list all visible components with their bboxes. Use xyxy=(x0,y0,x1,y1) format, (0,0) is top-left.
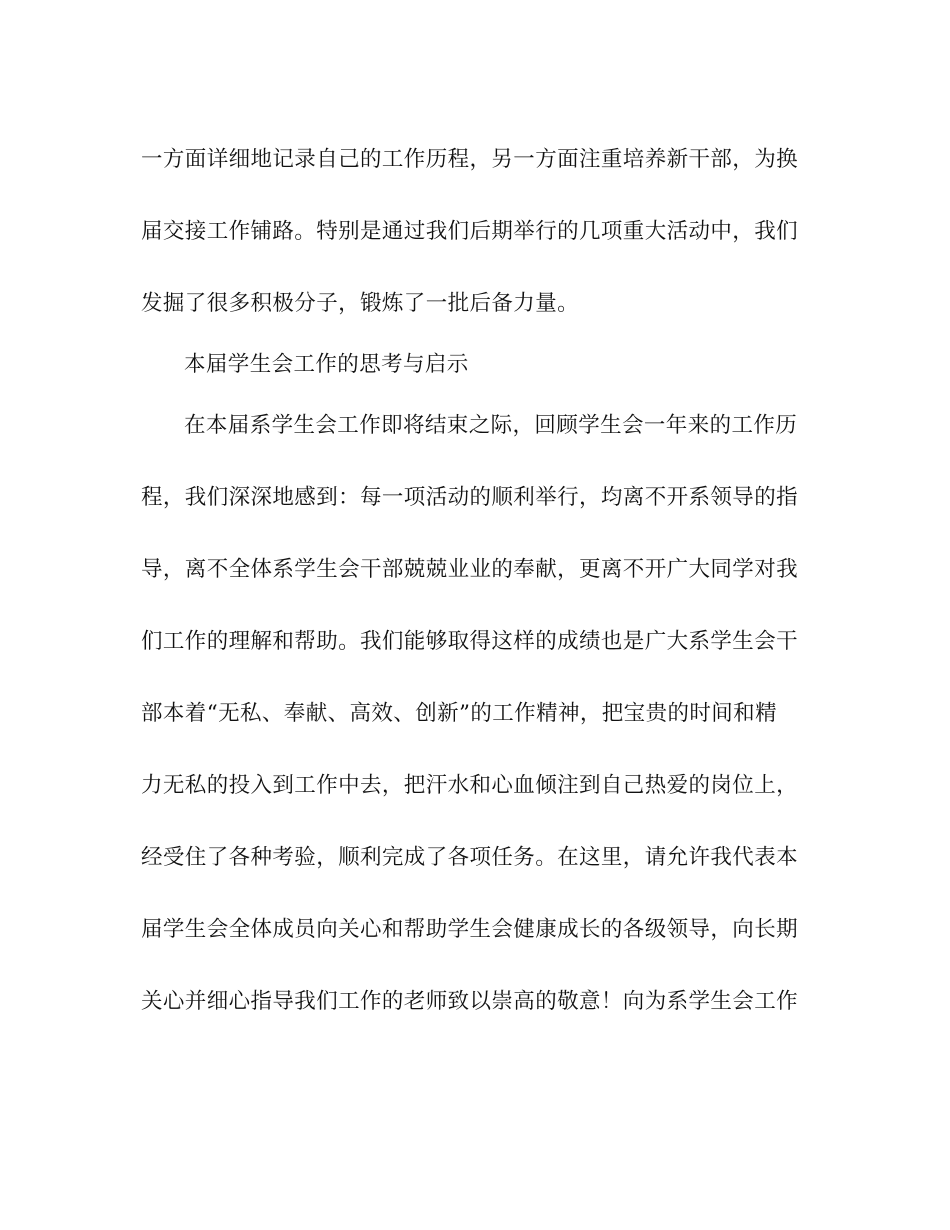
text-line-10: 力无私的投入到工作中去，把汗水和心血倾注到自己热爱的岗位上， xyxy=(141,773,799,798)
text-line-6: 程，我们深深地感到：每一项活动的顺利举行，均离不开系领导的指 xyxy=(141,485,799,510)
text-line-3: 发掘了很多积极分子，锻炼了一批后备力量。 xyxy=(141,291,580,316)
section-heading: 本届学生会工作的思考与启示 xyxy=(184,352,469,377)
text-line-5: 在本届系学生会工作即将结束之际，回顾学生会一年来的工作历 xyxy=(184,413,798,438)
text-line-1: 一方面详细地记录自己的工作历程，另一方面注重培养新干部，为换 xyxy=(141,147,799,172)
text-line-12: 届学生会全体成员向关心和帮助学生会健康成长的各级领导，向长期 xyxy=(141,917,799,942)
text-line-2: 届交接工作铺路。特别是通过我们后期举行的几项重大活动中，我们 xyxy=(141,219,799,244)
text-line-9: 部本着“无私、奉献、高效、创新”的工作精神，把宝贵的时间和精 xyxy=(141,701,777,726)
text-line-11: 经受住了各种考验，顺利完成了各项任务。在这里，请允许我代表本 xyxy=(141,845,799,870)
text-line-13: 关心并细心指导我们工作的老师致以崇高的敬意！向为系学生会工作 xyxy=(141,989,799,1014)
text-line-7: 导，离不全体系学生会干部兢兢业业的奉献，更离不开广大同学对我 xyxy=(141,557,799,582)
text-line-8: 们工作的理解和帮助。我们能够取得这样的成绩也是广大系学生会干 xyxy=(141,629,799,654)
